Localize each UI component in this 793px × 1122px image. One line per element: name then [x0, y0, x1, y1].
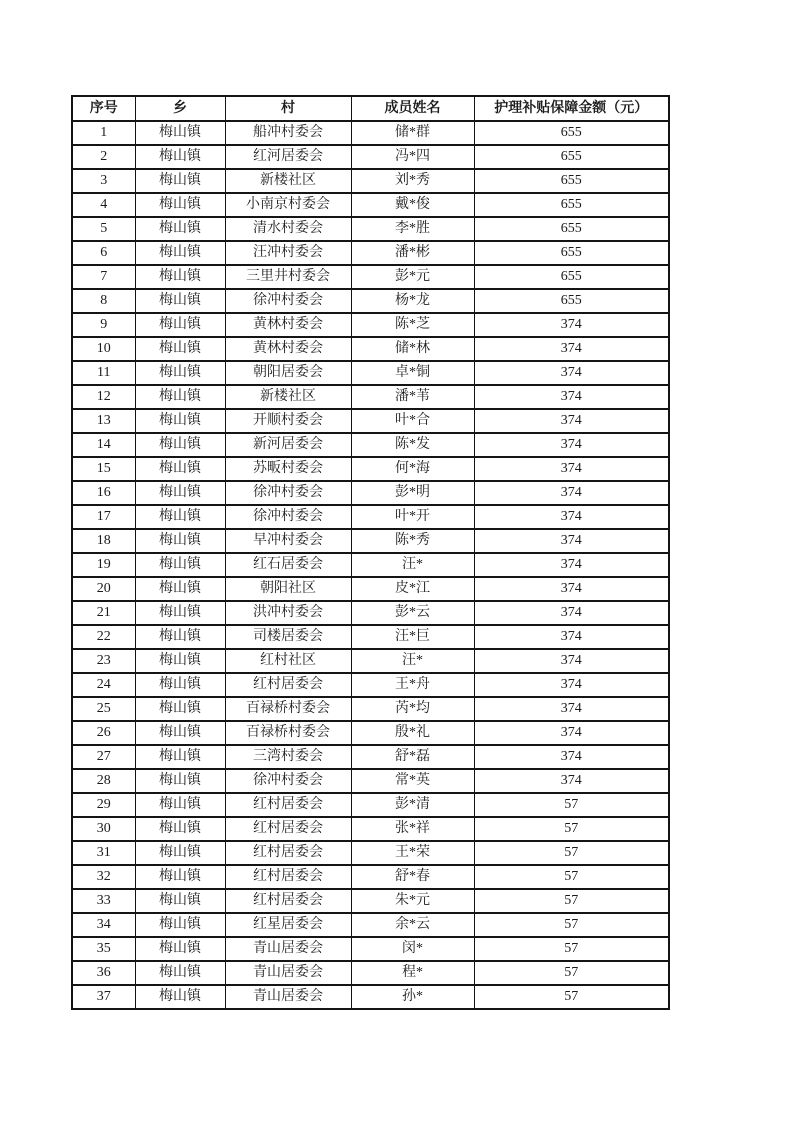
index-cell: 15 [72, 457, 135, 481]
member-name-cell: 叶*开 [351, 505, 474, 529]
township-cell: 梅山镇 [135, 457, 225, 481]
amount-cell: 374 [474, 409, 669, 433]
subsidy-table [71, 95, 670, 1010]
member-name-cell: 储*林 [351, 337, 474, 361]
table-row [72, 265, 669, 289]
amount-cell: 374 [474, 697, 669, 721]
amount-cell: 655 [474, 121, 669, 145]
amount-cell: 374 [474, 577, 669, 601]
township-cell: 梅山镇 [135, 577, 225, 601]
table-row [72, 913, 669, 937]
amount-cell: 374 [474, 553, 669, 577]
amount-cell: 374 [474, 601, 669, 625]
column-header-index: 序号 [72, 96, 135, 121]
member-name-cell: 彭*云 [351, 601, 474, 625]
amount-cell: 374 [474, 769, 669, 793]
index-cell: 19 [72, 553, 135, 577]
index-cell: 17 [72, 505, 135, 529]
amount-cell: 374 [474, 313, 669, 337]
index-cell: 32 [72, 865, 135, 889]
member-name-cell: 朱*元 [351, 889, 474, 913]
member-name-cell: 杨*龙 [351, 289, 474, 313]
township-cell: 梅山镇 [135, 313, 225, 337]
table-row [72, 457, 669, 481]
township-cell: 梅山镇 [135, 649, 225, 673]
village-cell: 开顺村委会 [225, 409, 351, 433]
amount-cell: 374 [474, 649, 669, 673]
amount-cell: 57 [474, 937, 669, 961]
table-row [72, 649, 669, 673]
township-cell: 梅山镇 [135, 121, 225, 145]
amount-cell: 374 [474, 625, 669, 649]
index-cell: 33 [72, 889, 135, 913]
table-row [72, 697, 669, 721]
village-cell: 青山居委会 [225, 961, 351, 985]
index-cell: 29 [72, 793, 135, 817]
village-cell: 黄林村委会 [225, 313, 351, 337]
table-row [72, 769, 669, 793]
township-cell: 梅山镇 [135, 169, 225, 193]
township-cell: 梅山镇 [135, 241, 225, 265]
amount-cell: 374 [474, 361, 669, 385]
village-cell: 红石居委会 [225, 553, 351, 577]
village-cell: 红村居委会 [225, 793, 351, 817]
member-name-cell: 储*群 [351, 121, 474, 145]
township-cell: 梅山镇 [135, 145, 225, 169]
table-row [72, 385, 669, 409]
member-name-cell: 余*云 [351, 913, 474, 937]
member-name-cell: 戴*俊 [351, 193, 474, 217]
table-row [72, 361, 669, 385]
member-name-cell: 芮*均 [351, 697, 474, 721]
table-row [72, 601, 669, 625]
village-cell: 黄林村委会 [225, 337, 351, 361]
village-cell: 苏畈村委会 [225, 457, 351, 481]
village-cell: 红村居委会 [225, 865, 351, 889]
member-name-cell: 何*海 [351, 457, 474, 481]
index-cell: 3 [72, 169, 135, 193]
village-cell: 百禄桥村委会 [225, 721, 351, 745]
township-cell: 梅山镇 [135, 193, 225, 217]
member-name-cell: 王*荣 [351, 841, 474, 865]
index-cell: 10 [72, 337, 135, 361]
township-cell: 梅山镇 [135, 985, 225, 1009]
index-cell: 37 [72, 985, 135, 1009]
index-cell: 28 [72, 769, 135, 793]
township-cell: 梅山镇 [135, 697, 225, 721]
table-row [72, 745, 669, 769]
table-row [72, 889, 669, 913]
township-cell: 梅山镇 [135, 217, 225, 241]
township-cell: 梅山镇 [135, 817, 225, 841]
township-cell: 梅山镇 [135, 841, 225, 865]
member-name-cell: 刘*秀 [351, 169, 474, 193]
member-name-cell: 潘*苇 [351, 385, 474, 409]
amount-cell: 655 [474, 241, 669, 265]
member-name-cell: 舒*春 [351, 865, 474, 889]
township-cell: 梅山镇 [135, 913, 225, 937]
table-row [72, 865, 669, 889]
index-cell: 9 [72, 313, 135, 337]
table-row [72, 841, 669, 865]
table-row [72, 193, 669, 217]
member-name-cell: 王*舟 [351, 673, 474, 697]
village-cell: 红村居委会 [225, 841, 351, 865]
member-name-cell: 冯*四 [351, 145, 474, 169]
table-row [72, 985, 669, 1009]
township-cell: 梅山镇 [135, 289, 225, 313]
village-cell: 徐冲村委会 [225, 481, 351, 505]
member-name-cell: 常*英 [351, 769, 474, 793]
index-cell: 12 [72, 385, 135, 409]
amount-cell: 655 [474, 289, 669, 313]
index-cell: 5 [72, 217, 135, 241]
table-row [72, 145, 669, 169]
amount-cell: 57 [474, 913, 669, 937]
member-name-cell: 汪* [351, 649, 474, 673]
township-cell: 梅山镇 [135, 793, 225, 817]
table-row [72, 169, 669, 193]
index-cell: 34 [72, 913, 135, 937]
township-cell: 梅山镇 [135, 721, 225, 745]
index-cell: 13 [72, 409, 135, 433]
township-cell: 梅山镇 [135, 553, 225, 577]
table-row [72, 577, 669, 601]
amount-cell: 655 [474, 265, 669, 289]
village-cell: 船冲村委会 [225, 121, 351, 145]
index-cell: 35 [72, 937, 135, 961]
member-name-cell: 潘*彬 [351, 241, 474, 265]
document-page [71, 95, 670, 1010]
village-cell: 汪冲村委会 [225, 241, 351, 265]
table-row [72, 793, 669, 817]
table-row [72, 961, 669, 985]
township-cell: 梅山镇 [135, 769, 225, 793]
index-cell: 16 [72, 481, 135, 505]
table-row [72, 529, 669, 553]
member-name-cell: 陈*发 [351, 433, 474, 457]
amount-cell: 374 [474, 337, 669, 361]
table-row [72, 721, 669, 745]
amount-cell: 655 [474, 145, 669, 169]
township-cell: 梅山镇 [135, 433, 225, 457]
table-row [72, 505, 669, 529]
member-name-cell: 李*胜 [351, 217, 474, 241]
village-cell: 新楼社区 [225, 385, 351, 409]
amount-cell: 57 [474, 841, 669, 865]
table-row [72, 673, 669, 697]
member-name-cell: 彭*明 [351, 481, 474, 505]
village-cell: 红村居委会 [225, 673, 351, 697]
table-body [72, 121, 669, 1009]
amount-cell: 57 [474, 985, 669, 1009]
member-name-cell: 汪*巨 [351, 625, 474, 649]
member-name-cell: 舒*磊 [351, 745, 474, 769]
village-cell: 红村社区 [225, 649, 351, 673]
index-cell: 7 [72, 265, 135, 289]
member-name-cell: 陈*秀 [351, 529, 474, 553]
amount-cell: 374 [474, 481, 669, 505]
amount-cell: 374 [474, 745, 669, 769]
village-cell: 清水村委会 [225, 217, 351, 241]
township-cell: 梅山镇 [135, 625, 225, 649]
table-row [72, 217, 669, 241]
member-name-cell: 彭*清 [351, 793, 474, 817]
table-row [72, 817, 669, 841]
index-cell: 8 [72, 289, 135, 313]
amount-cell: 374 [474, 721, 669, 745]
index-cell: 21 [72, 601, 135, 625]
village-cell: 徐冲村委会 [225, 505, 351, 529]
member-name-cell: 彭*元 [351, 265, 474, 289]
amount-cell: 57 [474, 865, 669, 889]
member-name-cell: 孙* [351, 985, 474, 1009]
column-header-member-name: 成员姓名 [351, 96, 474, 121]
township-cell: 梅山镇 [135, 337, 225, 361]
index-cell: 24 [72, 673, 135, 697]
column-header-township: 乡 [135, 96, 225, 121]
member-name-cell: 程* [351, 961, 474, 985]
index-cell: 14 [72, 433, 135, 457]
township-cell: 梅山镇 [135, 385, 225, 409]
township-cell: 梅山镇 [135, 889, 225, 913]
village-cell: 新楼社区 [225, 169, 351, 193]
township-cell: 梅山镇 [135, 937, 225, 961]
table-row [72, 313, 669, 337]
township-cell: 梅山镇 [135, 481, 225, 505]
village-cell: 洪冲村委会 [225, 601, 351, 625]
table-row [72, 937, 669, 961]
village-cell: 三湾村委会 [225, 745, 351, 769]
table-row [72, 337, 669, 361]
amount-cell: 374 [474, 385, 669, 409]
township-cell: 梅山镇 [135, 601, 225, 625]
member-name-cell: 陈*芝 [351, 313, 474, 337]
village-cell: 徐冲村委会 [225, 289, 351, 313]
amount-cell: 374 [474, 505, 669, 529]
village-cell: 百禄桥村委会 [225, 697, 351, 721]
table-row [72, 433, 669, 457]
member-name-cell: 卓*铜 [351, 361, 474, 385]
village-cell: 红河居委会 [225, 145, 351, 169]
index-cell: 1 [72, 121, 135, 145]
table-row [72, 241, 669, 265]
village-cell: 新河居委会 [225, 433, 351, 457]
column-header-amount: 护理补贴保障金额（元） [474, 96, 669, 121]
township-cell: 梅山镇 [135, 409, 225, 433]
village-cell: 朝阳社区 [225, 577, 351, 601]
amount-cell: 655 [474, 193, 669, 217]
village-cell: 早冲村委会 [225, 529, 351, 553]
index-cell: 2 [72, 145, 135, 169]
village-cell: 青山居委会 [225, 985, 351, 1009]
amount-cell: 374 [474, 673, 669, 697]
index-cell: 23 [72, 649, 135, 673]
index-cell: 36 [72, 961, 135, 985]
amount-cell: 57 [474, 889, 669, 913]
village-cell: 红星居委会 [225, 913, 351, 937]
table-header-row [72, 96, 669, 121]
index-cell: 27 [72, 745, 135, 769]
member-name-cell: 叶*合 [351, 409, 474, 433]
member-name-cell: 闵* [351, 937, 474, 961]
village-cell: 小南京村委会 [225, 193, 351, 217]
village-cell: 司楼居委会 [225, 625, 351, 649]
village-cell: 徐冲村委会 [225, 769, 351, 793]
village-cell: 朝阳居委会 [225, 361, 351, 385]
index-cell: 20 [72, 577, 135, 601]
member-name-cell: 汪* [351, 553, 474, 577]
amount-cell: 374 [474, 529, 669, 553]
amount-cell: 374 [474, 457, 669, 481]
member-name-cell: 张*祥 [351, 817, 474, 841]
amount-cell: 57 [474, 793, 669, 817]
amount-cell: 57 [474, 817, 669, 841]
amount-cell: 374 [474, 433, 669, 457]
index-cell: 11 [72, 361, 135, 385]
member-name-cell: 皮*江 [351, 577, 474, 601]
index-cell: 6 [72, 241, 135, 265]
table-row [72, 121, 669, 145]
table-row [72, 289, 669, 313]
village-cell: 青山居委会 [225, 937, 351, 961]
index-cell: 30 [72, 817, 135, 841]
township-cell: 梅山镇 [135, 505, 225, 529]
village-cell: 红村居委会 [225, 889, 351, 913]
amount-cell: 57 [474, 961, 669, 985]
column-header-village: 村 [225, 96, 351, 121]
township-cell: 梅山镇 [135, 961, 225, 985]
township-cell: 梅山镇 [135, 673, 225, 697]
index-cell: 25 [72, 697, 135, 721]
index-cell: 4 [72, 193, 135, 217]
index-cell: 22 [72, 625, 135, 649]
township-cell: 梅山镇 [135, 265, 225, 289]
table-row [72, 481, 669, 505]
township-cell: 梅山镇 [135, 745, 225, 769]
table-row [72, 625, 669, 649]
village-cell: 红村居委会 [225, 817, 351, 841]
village-cell: 三里井村委会 [225, 265, 351, 289]
table-row [72, 553, 669, 577]
township-cell: 梅山镇 [135, 529, 225, 553]
table-row [72, 409, 669, 433]
amount-cell: 655 [474, 169, 669, 193]
amount-cell: 655 [474, 217, 669, 241]
index-cell: 26 [72, 721, 135, 745]
township-cell: 梅山镇 [135, 361, 225, 385]
index-cell: 18 [72, 529, 135, 553]
township-cell: 梅山镇 [135, 865, 225, 889]
member-name-cell: 殷*礼 [351, 721, 474, 745]
index-cell: 31 [72, 841, 135, 865]
